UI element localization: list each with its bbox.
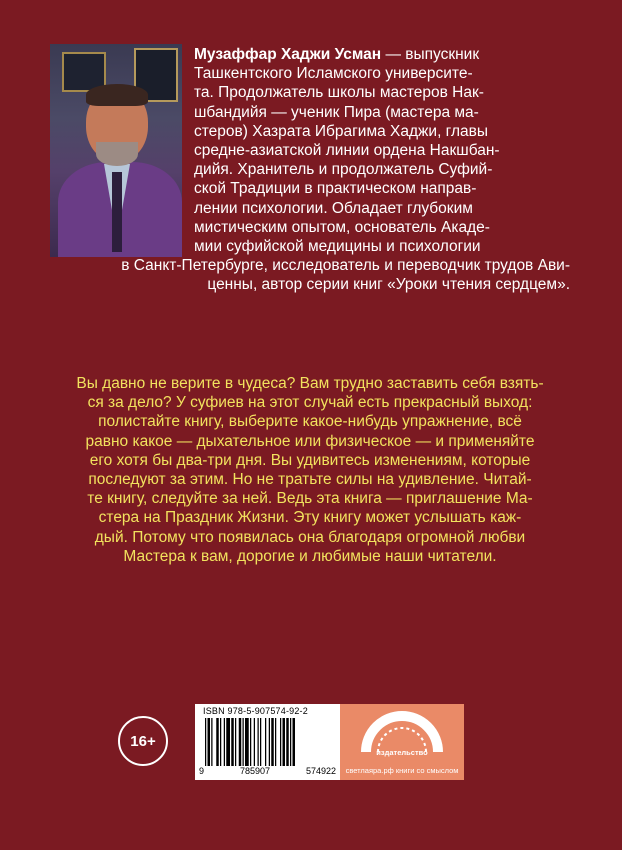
barcode-bar — [254, 718, 255, 766]
author-name: Музаффар Хаджи Усман — [194, 46, 382, 63]
isbn-barcode — [195, 704, 340, 780]
barcode-bar — [280, 718, 281, 766]
age-rating-text: 16+ — [130, 732, 156, 750]
barcode-bar — [243, 718, 244, 766]
isbn-text: ISBN 978-5-907574-92-2 — [203, 706, 308, 716]
barcode-bar — [245, 718, 249, 766]
barcode-bar — [269, 718, 270, 766]
barcode-bar — [271, 718, 274, 766]
barcode-bar — [293, 718, 296, 766]
author-hair — [86, 84, 148, 106]
publisher-slogan: светлаяра.рф книги со смыслом — [345, 766, 459, 775]
barcode-bar — [211, 718, 212, 766]
barcode-bar — [286, 718, 289, 766]
barcode-bar — [258, 718, 259, 766]
publisher-logo — [340, 704, 464, 780]
barcode-bar — [205, 718, 206, 766]
barcode-bar — [275, 718, 276, 766]
publisher-label: издательство — [376, 748, 428, 757]
barcode-bar — [231, 718, 234, 766]
barcode-bar — [220, 718, 221, 766]
barcode-bar — [235, 718, 236, 766]
barcode-bar — [224, 718, 225, 766]
barcode-bar — [250, 718, 251, 766]
barcode-bars — [205, 718, 330, 766]
author-bio-continued: в Санкт-Петербурге, исследователь и переводчик трудов Ави- ценны, автор серии книг «Уроки чтения сердцем». — [121, 257, 570, 294]
barcode-bar — [208, 718, 211, 766]
barcode-bar — [283, 718, 286, 766]
age-rating-badge — [118, 716, 168, 766]
tie — [112, 172, 122, 252]
barcode-bar — [290, 718, 291, 766]
book-blurb: Вы давно не верите в чудеса? Вам трудно заставить себя взять- ся за дело? У суфиев на этот случай есть прекрасный выход: полистайте книгу, выберите какое-нибудь упражнение, всё равно какое — дыхательное или физическое — и применяйте его хотя бы два-три дня. Вы удивитесь изменениям, которые последуют за этим. Но не тратьте силы на удивление. Читай- те книгу, следуйте за ней. Ведь эта книга — приглашение Ма- стера на Праздник Жизни. Эту книгу может услышать каж- дый. Потому что появилась она благодаря огромной любви Мастера к вам, дорогие и любимые наши читатели. — [76, 375, 544, 565]
barcode-digits: 9 785907 574922 — [199, 766, 336, 776]
barcode-bar — [239, 718, 242, 766]
author-photo — [50, 44, 182, 257]
barcode-bar — [265, 718, 266, 766]
author-beard — [96, 142, 138, 166]
barcode-bar — [216, 718, 219, 766]
author-bio: Музаффар Хаджи Усман — выпускник Ташкентского Исламского университе- та. Продолжатель школы мастеров Нак- шбандийя — ученик Пира (мастера ма- стеров) Хазрата Ибрагима Хаджи, главы средне-азиатской линии ордена Накшбан- дийя. Хранитель и продолжатель Суфий- ской Традиции в практическом направ- лении психологии. Обладает глубоким мистическим опытом, основатель Акаде- мии суфийской медицины и психологии — [194, 46, 500, 256]
barcode-bar — [226, 718, 230, 766]
barcode-bar — [260, 718, 261, 766]
